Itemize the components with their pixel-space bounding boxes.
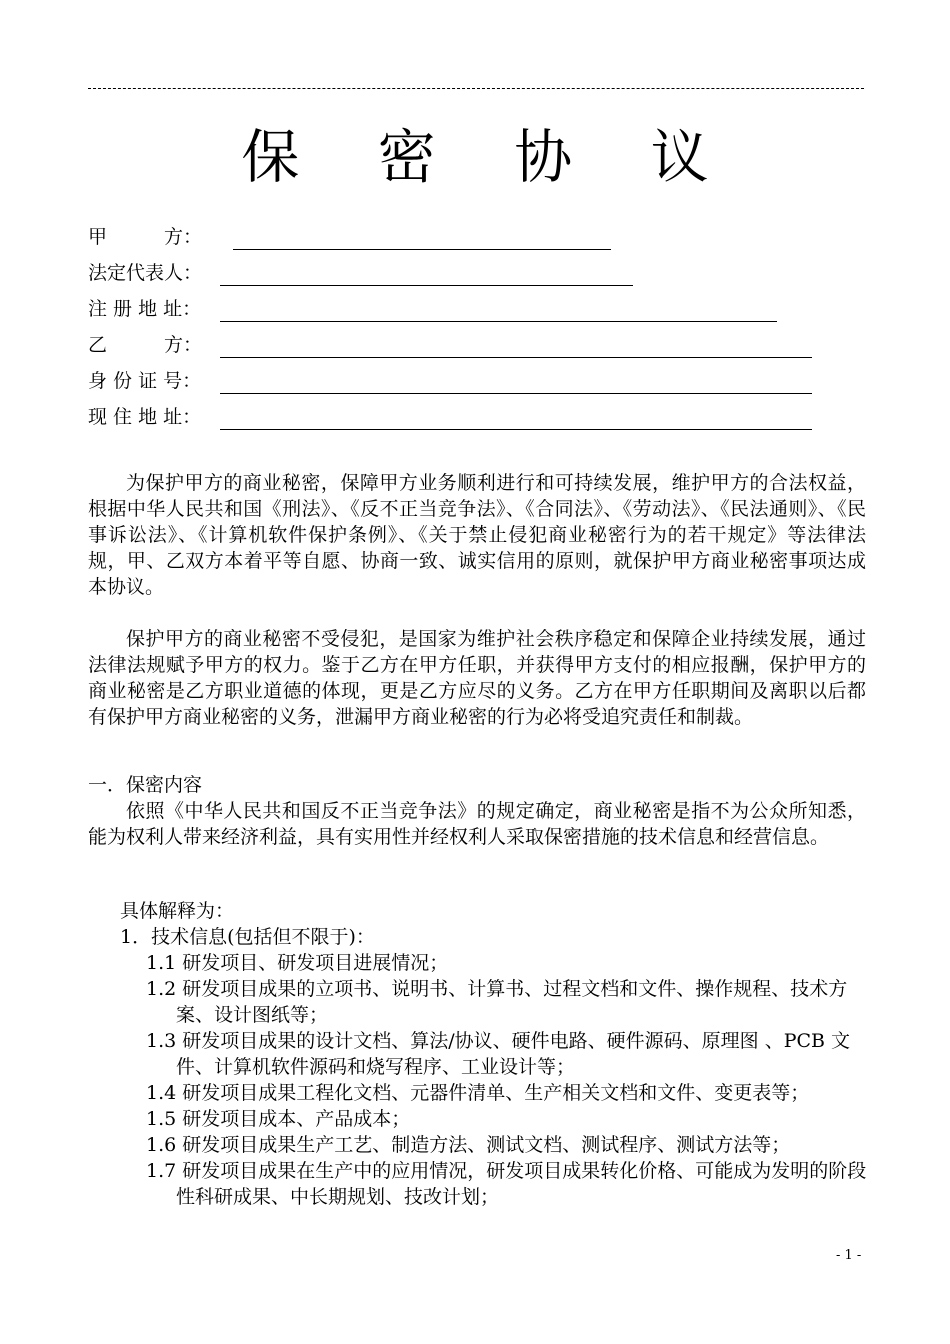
list-item-technical-info: 1．技术信息(包括但不限于)：: [120, 926, 375, 948]
field-registered-address: [88, 294, 878, 330]
paragraph: 依照《中华人民共和国反不正当竞争法》的规定确定，商业秘密是指不为公众所知悉，能为权利人带来经济利益，具有实用性并经权利人采取保密措施的技术信息和经营信息。: [88, 800, 866, 848]
field-label: 乙 方：: [88, 334, 203, 356]
document-title: 保 密 协 议: [241, 123, 739, 191]
section-confidential-content: [88, 772, 866, 850]
preamble-paragraph-1: [88, 470, 866, 600]
paragraph: 为保护甲方的商业秘密，保障甲方业务顺利进行和可持续发展，维护甲方的合法权益，根据中华人民共和国《刑法》、《反不正当竞争法》、《合同法》、《劳动法》、《民法通则》、《民事诉讼法》、《计算机软件保护条例》、《关于禁止侵犯商业秘密行为的若干规定》等法律法规，甲、乙双方本着平等自愿、协商一致、诚实信用的原则，就保护甲方商业秘密事项达成本协议。: [88, 472, 866, 598]
preamble-paragraph-2: [88, 626, 866, 730]
fill-in-line[interactable]: [220, 429, 812, 430]
field-label: 现 住 地 址：: [88, 406, 202, 428]
list-subitem: 1.7 研发项目成果在生产中的应用情况，研发项目成果转化价格、可能成为发明的阶段性科研成果、中长期规划、技改计划；: [146, 1160, 867, 1208]
field-party-a: [88, 222, 878, 258]
field-current-address: [88, 402, 878, 438]
fill-in-line[interactable]: [233, 249, 611, 250]
page-number: - 1 -: [836, 1248, 862, 1263]
list-subitem: 1.5 研发项目成本、产品成本；: [146, 1108, 411, 1130]
paragraph: 保护甲方的商业秘密不受侵犯，是国家为维护社会秩序稳定和保障企业持续发展，通过法律法规赋予甲方的权力。鉴于乙方在甲方任职，并获得甲方支付的相应报酬，保护甲方的商业秘密是乙方职业道德的体现，更是乙方应尽的义务。乙方在甲方任职期间及离职以后都有保护甲方商业秘密的义务，泄漏甲方商业秘密的行为必将受追究责任和制裁。: [88, 628, 866, 728]
fill-in-line[interactable]: [220, 393, 812, 394]
field-party-b: [88, 330, 878, 366]
fill-in-line[interactable]: [220, 357, 812, 358]
list-subitem: 1.4 研发项目成果工程化文档、元器件清单、生产相关文档和文件、变更表等；: [146, 1082, 810, 1104]
field-id-number: [88, 366, 878, 402]
fill-in-line[interactable]: [220, 285, 633, 286]
party-info-fields: [88, 222, 878, 438]
list-subitem: 1.1 研发项目、研发项目进展情况；: [146, 952, 449, 974]
list-intro: 具体解释为：: [120, 900, 235, 922]
field-label: 身 份 证 号：: [88, 370, 202, 392]
list-subitem: 1.2 研发项目成果的立项书、说明书、计算书、过程文档和文件、操作规程、技术方案、设计图纸等；: [146, 978, 848, 1026]
field-legal-representative: [88, 258, 878, 294]
field-label: 法定代表人：: [88, 262, 203, 284]
list-subitem: 1.6 研发项目成果生产工艺、制造方法、测试文档、测试程序、测试方法等；: [146, 1134, 791, 1156]
field-label: 甲 方：: [88, 226, 203, 248]
field-label: 注 册 地 址：: [88, 298, 202, 320]
list-subitem: 1.3 研发项目成果的设计文档、算法/协议、硬件电路、硬件源码、原理图 、PCB 文件、计算机软件源码和烧写程序、工业设计等；: [146, 1030, 851, 1078]
detail-list: [88, 898, 878, 1210]
section-heading: 一．保密内容: [88, 774, 203, 796]
fill-in-line[interactable]: [220, 321, 777, 322]
header-dashed-rule: [88, 88, 864, 89]
